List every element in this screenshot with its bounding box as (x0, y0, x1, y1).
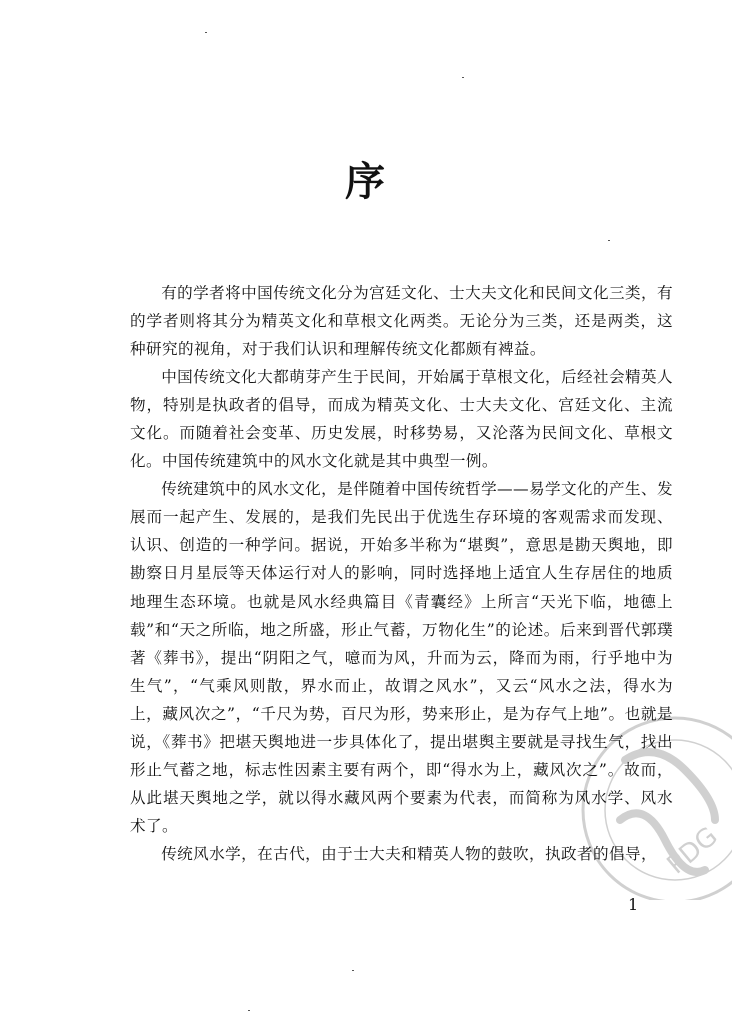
watermark-text: PDG (661, 821, 724, 881)
page-title: 序 (345, 158, 387, 205)
scan-speck (352, 970, 354, 971)
paragraph: 传统风水学，在古代，由于士大夫和精英人物的鼓吹，执政者的倡导， (161, 844, 657, 863)
paragraph: 有的学者将中国传统文化分为宫廷文化、士大夫文化和民间文化三类，有的学者则将其分为精英文化和草根文化两类。无论分为三类，还是两类，这种研究的视角，对于我们认识和理解传统文化都颇有裨益。 (130, 284, 673, 359)
scan-speck (205, 32, 207, 33)
scan-speck (608, 240, 610, 241)
paragraph: 中国传统文化大都萌芽产生于民间，开始属于草根文化，后经社会精英人物，特别是执政者的倡导，而成为精英文化、士大夫文化、宫廷文化、主流文化。而随着社会变革、历史发展，时移势易，又沦落为民间文化、草根文化。中国传统建筑中的风水文化就是其中典型一例。 (130, 368, 673, 471)
watermark-seal-icon (565, 700, 732, 900)
paragraph: 传统建筑中的风水文化，是伴随着中国传统哲学——易学文化的产生、发展而一起产生、发展的，是我们先民出于优选生存环境的客观需求而发现、认识、创造的一种学问。据说，开始多半称为“堪舆”，意思是勘天舆地，即勘察日月星辰等天体运行对人的影响，同时选择地上适宜人生存居住的地质地理生态环境。也就是风水经典篇目《青囊经》上所言“天光下临，地德上载”和“天之所临，地之所盛，形止气蓄，万物化生”的论述。后来到晋代郭璞著《葬书》，提出“阴阳之气，噫而为风，升而为云，降而为雨，行乎地中为生气”，“气乘风则散，界水而止，故谓之风水”，又云“风水之法，得水为上，藏风次之”，“千尺为势，百尺为形，势来形止，是为存气上地”。也就是说，《葬书》把堪天舆地进一步具体化了，提出堪舆主要就是寻找生气，找出形止气蓄之地，标志性因素主要有两个，即“得水为上，藏风次之”。故而，从此堪天舆地之学，就以得水藏风两个要素为代表，而简称为风水学、风水术了。 (130, 480, 673, 835)
scan-speck (462, 77, 464, 78)
page-number: 1 (628, 895, 639, 914)
scan-speck (248, 1010, 250, 1011)
